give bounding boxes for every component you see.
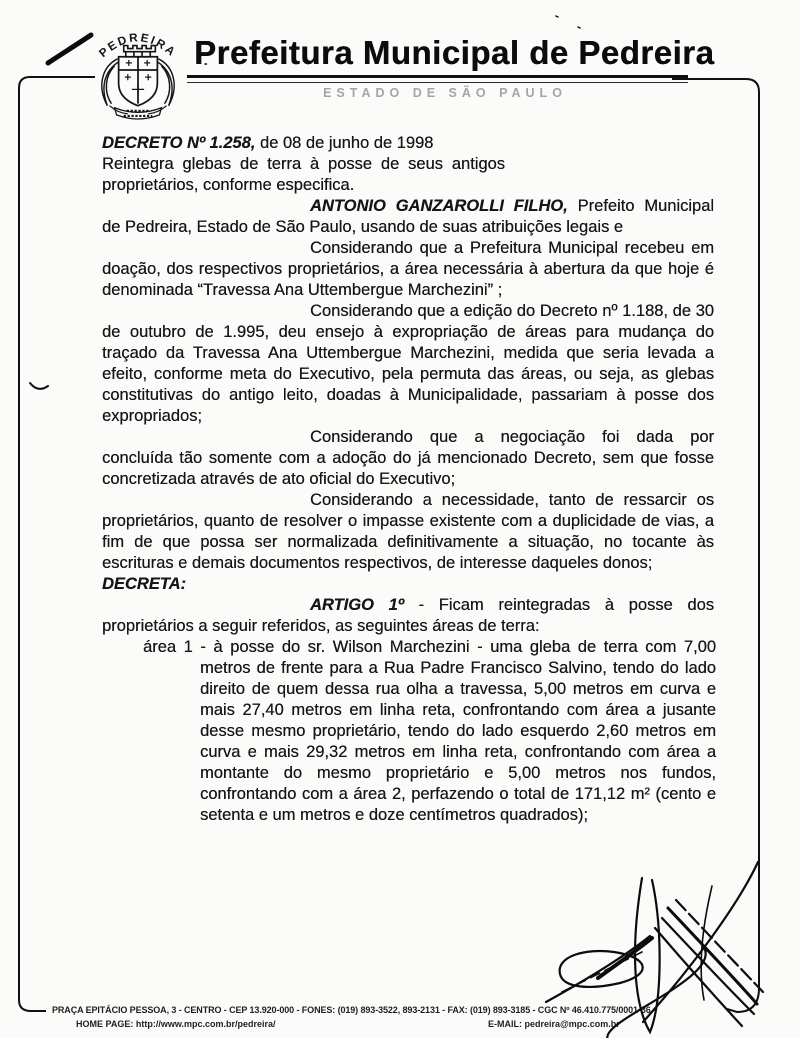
state-subtitle: ESTADO DE SÃO PAULO: [323, 86, 567, 100]
article-1-paragraph: [102, 595, 714, 637]
decree-title: [102, 133, 714, 154]
logo-arc-text: PEDREIRA: [96, 31, 179, 61]
footer-address-line: PRAÇA EPITÁCIO PESSOA, 3 - CENTRO - CEP 13.920-000 - FONES: (019) 893-3522, 893-2131 - FAX: (019) 893-3185 - CGC Nº 46.410.775/0001-36: [52, 1005, 651, 1015]
consideration-paragraph-4: Considerando a necessidade, tanto de ressarcir os proprietários, quanto de resolver o impasse existente com a duplicidade de vias, a fim de que possa ser normalizada definitivamente a situação, no tocante às escrituras e demais documentos respectivos, de interesse daqueles donos;: [102, 491, 714, 572]
preamble-text: Prefeito Municipal de Pedreira, Estado de São Paulo, usando de suas atribuições legais e: [102, 197, 714, 236]
ribbon-icon: [115, 108, 162, 119]
municipality-title: Prefeitura Municipal de Pedreira: [194, 34, 715, 71]
article-1-text: - Ficam reintegradas à posse dos proprietários a seguir referidos, as seguintes áreas de terra:: [102, 596, 714, 635]
pen-mark-top-left: [48, 35, 91, 63]
footer-homepage: HOME PAGE: http://www.mpc.com.br/pedreira/: [76, 1019, 276, 1029]
svg-text:PEDREIRA: [97, 31, 179, 60]
footer-email: E-MAIL: pedreira@mpc.com.br: [488, 1019, 620, 1029]
crown-icon: [124, 46, 156, 57]
pedreira-coat-of-arms-logo: [86, 18, 190, 120]
area-1-text: à posse do sr. Wilson Marchezini - uma gleba de terra com 7,00 metros de frente para a Rua Padre Francisco Salvino, tendo do lado direito de quem dessa rua olha a travessa, 5,00 metros em curva e mais 27,40 metros em linha reta, confrontando com área a jusante desse mesmo proprietário, tendo do lado esquerdo 2,60 metros em curva e mais 29,32 metros em linha reta, confrontando com área a montante do mesmo proprietário e 5,00 metros nos fundos, confrontando com a área 2, perfazendo o total de 171,12 m² (cento e setenta e um metros e doze centímetros quadrados);: [200, 638, 716, 824]
decree-number: DECRETO Nº 1.258,: [102, 134, 256, 152]
area-1-label: área 1 -: [143, 638, 214, 656]
decree-body: [102, 133, 714, 826]
title-double-underline: [187, 75, 688, 83]
decree-summary: Reintegra glebas de terra à posse de seus antigos proprietários, conforme especifica.: [102, 155, 505, 194]
preamble-paragraph: [102, 196, 714, 238]
decreta-label: DECRETA:: [102, 575, 187, 593]
consideration-paragraph-2: Considerando que a edição do Decreto nº 1.188, de 30 de outubro de 1.995, deu ensejo à expropriação de áreas para mudança do traçado da Travessa Ana Uttembergue Marchezini, medida que seria levada a efeito, conforme meta do Executivo, pela permuta das áreas, ou seja, as glebas constitutivas do antigo leito, doadas à Municipalidade, passariam à posse dos expropriados;: [102, 302, 714, 425]
decree-date: de 08 de junho de 1998: [255, 134, 434, 152]
consideration-paragraph-1: Considerando que a Prefeitura Municipal recebeu em doação, dos respectivos proprietários, a área necessária à abertura da que hoje é denominada “Travessa Ana Uttembergue Marchezini” ;: [102, 239, 714, 299]
shield-icon: [119, 57, 158, 106]
area-1-paragraph: [102, 637, 716, 826]
pen-mark-left-margin: [30, 383, 48, 389]
mayor-name: ANTONIO GANZAROLLI FILHO,: [310, 197, 568, 215]
consideration-paragraph-3: Considerando que a negociação foi dada por concluída tão somente com a adoção do já mencionado Decreto, sem que fosse concretizada através de ato oficial do Executivo;: [102, 428, 714, 488]
article-1-label: ARTIGO 1º: [310, 596, 404, 614]
